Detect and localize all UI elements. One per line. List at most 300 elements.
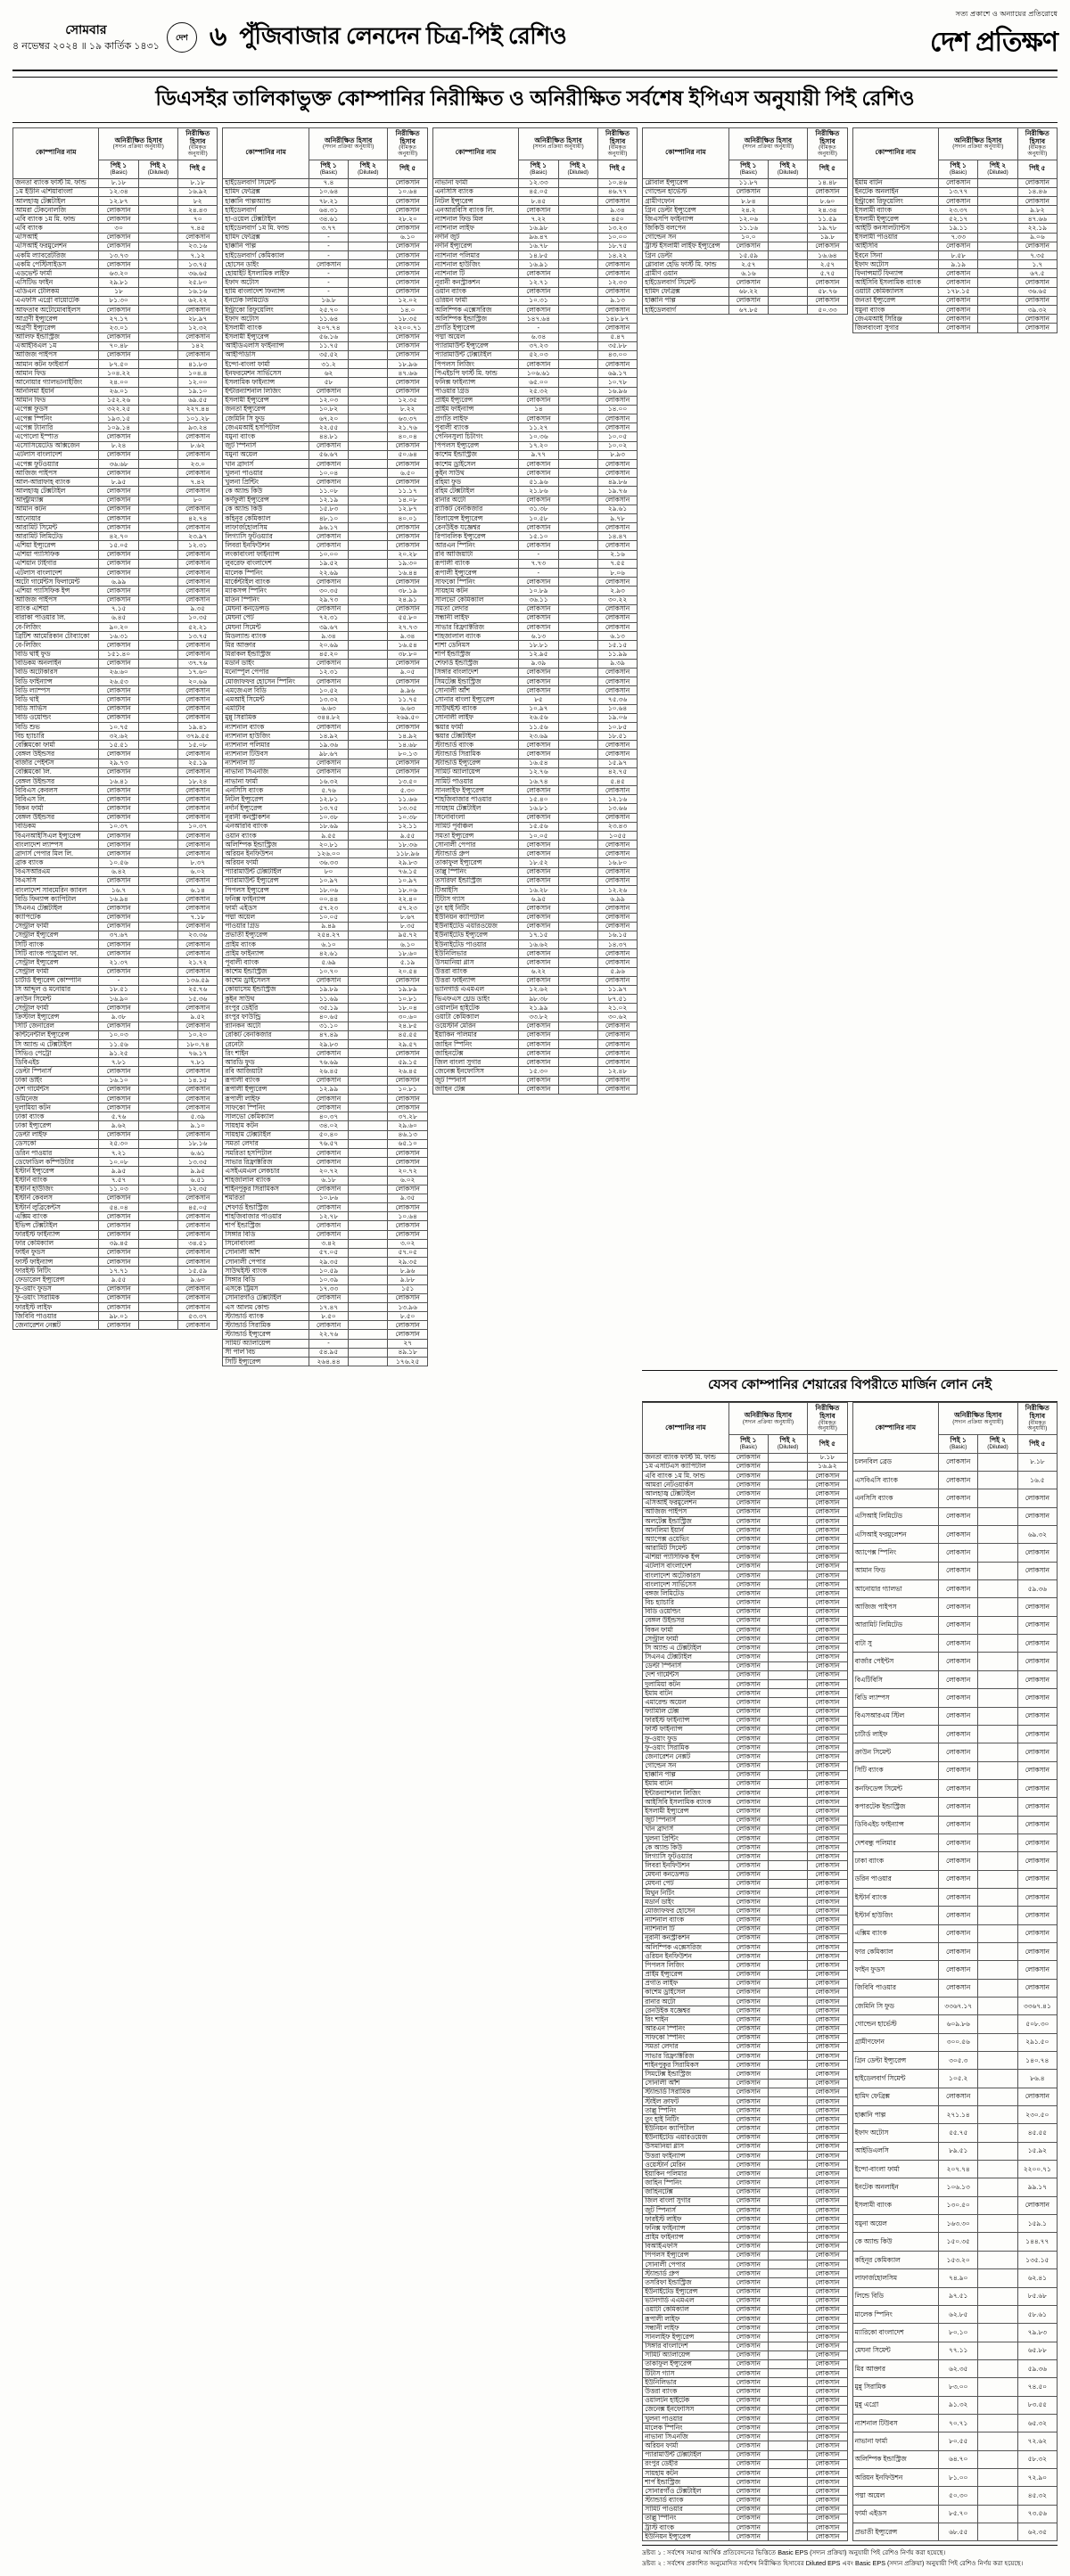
company-name-cell: ট্রাস্ট ব্যাংক [643,2523,728,2531]
pe-basic-cell: লোকসান [939,1798,978,1816]
company-name-cell: প্রাইম ফাইন্যান্স [643,2233,728,2242]
pe-audited-cell: লোকসান [597,260,637,269]
company-name-cell: বিডি ফাইন্যান্স [13,677,99,686]
pe-diluted-cell [138,849,177,858]
company-name-cell: আনলিমা ইয়ার্ন [643,1526,728,1535]
table-row [643,2269,847,2278]
table-row [13,1284,218,1293]
company-name-cell: কে অ্যান্ড কিউ [223,505,309,513]
pe-diluted-cell [978,278,1017,287]
pe-audited-cell: ৭৫.৩৬ [597,695,637,704]
pe-basic-cell: ৭০.৪৮ [99,341,138,350]
pe-audited-cell: ৯.৩৫ [388,1194,427,1202]
pe-diluted-cell [349,1139,388,1148]
company-name-cell: সামিট অ্যালায়েন্স [643,2350,728,2359]
table-row [643,2414,847,2423]
pe-basic-cell: লোকসান [309,1094,348,1103]
table-row [223,1076,427,1085]
company-name-cell: মডার্ন ডাইং [223,659,309,668]
company-name-cell: ট্রাস্ট ইসলামী লাইফ ইন্স্যুরেন্স [643,242,728,250]
masthead-left [12,15,566,61]
pe-diluted-cell [768,1462,807,1471]
table-row [432,233,637,242]
pe-audited-cell: লোকসান [1017,1761,1057,1779]
pe-basic-cell: ৭৬.৬৯ [309,1058,348,1067]
table-row [223,550,427,559]
pe-basic-cell: ৯১.৩২ [939,2396,978,2414]
table-row [223,369,427,378]
table-row [852,2161,1057,2178]
pe-diluted-cell [558,867,597,876]
pe-basic-cell: ১০.৩৬ [519,432,558,441]
table-row [13,623,218,632]
company-name-cell: শেফার্ড ইন্ডাস্ট্রিজ [432,659,518,668]
pe-audited-cell: ১৮.৬০ [388,949,427,958]
table-row [223,813,427,822]
pe-basic-cell: ২১.৯৯ [519,1004,558,1013]
pe-audited-cell: লোকসান [1017,1489,1057,1507]
pe-diluted-cell [768,2015,807,2024]
pe-diluted-cell [768,2170,807,2178]
company-name-cell: রিপাবলিক ইন্স্যুরেন্স [432,532,518,541]
company-name-cell: ফার কেমিক্যাল [13,1239,99,1248]
company-name-cell: সিটি জেনারেল [13,1021,99,1030]
pe-diluted-cell [349,776,388,785]
company-name-cell: হোসেন ডাইং [223,260,309,269]
table-row [643,2015,847,2024]
pe-audited-cell: ৭০ [178,215,218,224]
pe-diluted-cell [558,450,597,459]
pe-basic-cell: লোকসান [939,1816,978,1834]
table-row [223,1276,427,1284]
pe-audited-cell: লোকসান [808,1916,847,1924]
pe-basic-cell: লোকসান [728,2296,768,2305]
company-name-cell: প্রাইম ফাইন্যান্স [223,949,309,958]
table-row [13,886,218,895]
pe-basic-cell: লোকসান [939,1979,978,1997]
table-row [432,686,637,695]
table-row [223,578,427,587]
pe-diluted-cell [138,1248,177,1257]
pe-basic-cell: ১২৬.০০ [309,849,348,858]
pe-audited-cell: লোকসান [808,2278,847,2287]
company-name-cell: আলিফ ইন্ডাস্ট্রিজ [13,332,99,341]
pe-audited-cell: লোকসান [597,1076,637,1085]
table-row [432,242,637,250]
company-name-cell: এএফসি এগ্রো বায়োটেক [13,296,99,305]
pe-diluted-cell [768,2450,807,2459]
pe-audited-cell: লোকসান [597,750,637,759]
pe-basic-cell: ২৭১.১৪ [939,2106,978,2124]
section-title: পুঁজিবাজার লেনদেন চিত্র-পিই রেশিও [239,22,567,49]
pe-diluted-cell [558,441,597,450]
company-name-cell: রিলায়েন্স ইন্স্যুরেন্স [432,513,518,522]
pe-audited-cell: লোকসান [808,2532,847,2541]
table-row [223,1321,427,1330]
pe-diluted-cell [768,1988,807,1997]
pe-diluted-cell [138,1121,177,1130]
pe-basic-cell: ৮১.৩০ [99,296,138,305]
pe-basic-cell: ১১.২৭ [519,423,558,432]
pe-audited-cell: ৭.৫৫ [597,559,637,568]
company-name-cell: সোনালী আঁশ [432,686,518,695]
pe-basic-cell: ৬৮.২২ [728,287,768,296]
pe-basic-cell: লোকসান [728,1653,768,1661]
pe-diluted-cell [138,469,177,478]
pe-diluted-cell [768,2315,807,2324]
table-row [223,1058,427,1067]
table-row [223,776,427,785]
pe-diluted-cell [558,260,597,269]
pe-diluted-cell [138,949,177,958]
pe-audited-cell: লোকসান [1017,1942,1057,1960]
pe-basic-cell: লোকসান [939,324,978,332]
table-row [13,1258,218,1267]
pe-diluted-cell [138,1239,177,1248]
pe-diluted-cell [558,269,597,278]
pe-basic-cell: ১৮.৮১ [519,641,558,650]
pe-diluted-cell [349,1348,388,1357]
company-name-cell: জেনারেশন নেক্সট [13,1321,99,1330]
table-row [432,278,637,287]
pe-audited-cell: লোকসান [808,2061,847,2070]
table-row [13,360,218,369]
company-name-cell: সামিট পূর্বাঞ্চল [432,822,518,831]
company-name-cell: প্যারামাউন্ট ইন্স্যুরেন্স [432,341,518,350]
pe-audited-cell: ৯.৩৫ [178,604,218,613]
pe-diluted-cell [349,1239,388,1248]
company-name-cell: উত্তরা ব্যাংক [432,967,518,976]
pe-diluted-cell [768,2350,807,2359]
pe-diluted-cell [138,233,177,242]
pe-audited-cell: লোকসান [808,1689,847,1698]
company-name-cell: সিএনএ টেক্সটাইল [13,904,99,913]
pe-audited-cell: ৯.০৬ [1017,233,1057,242]
company-name-cell: ফারইস্ট ফাইন্যান্স [13,1230,99,1239]
pe-audited-cell: লোকসান [1017,1635,1057,1653]
pe-diluted-cell [768,1707,807,1716]
company-name-cell: জেমিনি সি ফুড [852,1998,938,2015]
company-name-cell: এস আলম কোল্ড [223,1302,309,1311]
table-row [852,2432,1057,2450]
pe-basic-cell: ৫৮ [309,378,348,387]
company-name-cell: সমতা লেদার [223,1139,309,1148]
pe-basic-cell: লোকসান [728,1843,768,1852]
pe-basic-cell: লোকসান [519,1049,558,1058]
pe-audited-cell: ৭৪.৫০ [1017,2378,1057,2396]
pe-diluted-cell [349,1212,388,1221]
th-unaudited-label: অনিরীক্ষিত হিসাব [954,1410,1002,1419]
table-row [13,1212,218,1221]
pe-basic-cell: লোকসান [939,1670,978,1688]
pe-audited-cell: ১২.৮৭ [388,505,427,513]
th-audited-label: নিরীক্ষিত হিসাব [815,129,840,145]
pe-table-2 [222,127,427,1366]
pe-basic-cell: লোকসান [99,1284,138,1293]
th-company-name: কোম্পানির নাম [432,128,518,179]
pe-audited-cell: ৫.৩৯ [178,1112,218,1121]
company-name-cell: উত্তরা ফাইন্যান্স [432,976,518,985]
table-row [643,2196,847,2205]
pe-diluted-cell [768,1644,807,1653]
pe-diluted-cell [558,315,597,324]
company-name-cell: রেনউইক যজ্ঞেশ্বর [432,523,518,532]
pe-diluted-cell [138,487,177,496]
table-row [13,822,218,831]
table-row [432,459,637,468]
pe-basic-cell: লোকসান [728,2487,768,2496]
pe-audited-cell: ৩৮.১৯ [388,587,427,595]
company-name-cell: আরামিট সিমেন্ট [13,523,99,532]
pe-diluted-cell [349,1094,388,1103]
company-name-cell: সাউথইস্ট ব্যাংক [223,1267,309,1276]
company-name-cell: বিডি ল্যাম্পস [852,1689,938,1707]
pe-audited-cell: ১৬.৯২ [178,187,218,196]
column-5 [852,127,1058,1366]
pe-diluted-cell [768,1498,807,1507]
pe-basic-cell: ৭৭.১১ [939,2342,978,2359]
pe-diluted-cell [768,2196,807,2205]
company-name-cell: মির আক্তার [223,641,309,650]
pe-basic-cell: লোকসান [728,187,768,196]
company-name-cell: শাহজিবাজার পাওয়ার [223,1212,309,1221]
table-row [852,1870,1057,1888]
company-name-cell: মোজাফফর হোসেন স্পিনিং [223,677,309,686]
pe-diluted-cell [349,196,388,205]
table-row [643,2369,847,2378]
pe-basic-cell: ১০.০ [728,233,768,242]
table-row [13,1267,218,1276]
margin-loan-tables [642,1402,1058,2541]
pe-basic-cell: লোকসান [728,1698,768,1707]
pe-basic-cell: লোকসান [728,1689,768,1698]
pe-basic-cell: ২০.৭২ [309,1167,348,1176]
pe-basic-cell: লোকসান [309,1321,348,1330]
pe-audited-cell: লোকসান [808,2006,847,2015]
table-row [432,632,637,641]
pe-diluted-cell [978,233,1017,242]
pe-basic-cell: ১৬.৩২ [309,776,348,785]
th-company-name: কোম্পানির নাম [852,1403,938,1454]
pe-diluted-cell [978,250,1017,259]
pe-audited-cell: লোকসান [597,741,637,750]
table-row [643,2242,847,2251]
company-name-cell: বিডিকম [13,822,99,831]
th-basic-label: পিই ১ [740,1436,757,1445]
company-name-cell: হামিদ ফেব্রিক্স [223,233,309,242]
table-row [432,206,637,215]
pe-basic-cell: ১৬.৮ [309,296,348,305]
pe-basic-cell: ৮.৪৫ [519,196,558,205]
pe-audited-cell: লোকসান [178,940,218,949]
pe-diluted-cell [349,441,388,450]
pe-basic-cell: লোকসান [939,1689,978,1707]
pe-audited-cell: ৯৩.২৪ [178,423,218,432]
pe-diluted-cell [558,360,597,369]
company-name-cell: এসইএমএল লেকচার [223,1167,309,1176]
pe-audited-cell: লোকসান [597,396,637,405]
pe-audited-cell: লোকসান [178,904,218,913]
pe-basic-cell: লোকসান [309,659,348,668]
company-name-cell: ভ্যানগার্ড এএমএল [432,985,518,994]
pe-diluted-cell [768,1472,807,1481]
th-basic [939,160,978,179]
company-name-cell: আরডি ফুড [223,1058,309,1067]
table-row [13,641,218,650]
pe-audited-cell: লোকসান [388,459,427,468]
pe-basic-cell: লোকসান [309,1293,348,1302]
table-row [13,1058,218,1067]
table-row [13,741,218,750]
table-row [852,2251,1057,2268]
table-row [13,795,218,804]
pe-basic-cell: ৮৩.০০ [939,2378,978,2396]
company-name-cell: মালেক স্পিনিং [223,568,309,577]
th-diluted-label: পিই ২ [359,161,376,170]
th-basic-label: পিই ১ [950,1436,967,1445]
company-name-cell: প্রাইম ফাইন্যান্স [432,405,518,414]
pe-basic-cell: ১৬.১০ [99,1076,138,1085]
pe-audited-cell: লোকসান [388,1321,427,1330]
table-row [852,296,1057,305]
pe-diluted-cell [349,269,388,278]
pe-diluted-cell [768,2441,807,2450]
pe-audited-cell: ৯.৫৫ [388,831,427,840]
table-row [432,804,637,813]
pe-audited-cell: ১৯.৩০ [388,559,427,568]
company-name-cell: জেএমআই সিরিঞ্জ [852,315,938,324]
company-name-cell: পিপলস ইন্স্যুরেন্স [223,886,309,895]
table-row [13,1076,218,1085]
pe-diluted-cell [349,568,388,577]
company-name-cell: ন্যাশনাল ব্যাংক [223,722,309,731]
company-name-cell: সামিট পাওয়ার [643,2505,728,2514]
company-name-cell: হাইডেলবার্গ সিমেন্ট [852,2070,938,2088]
pe-audited-cell: ২.৫৭ [808,260,847,269]
table-row [643,1879,847,1888]
th-diluted [349,160,388,179]
table-row [852,269,1057,278]
pe-basic-cell: লোকসান [99,1230,138,1239]
company-name-cell: পাওয়ার গ্রিড [223,922,309,931]
table-row [223,1139,427,1148]
pe-basic-cell: ৩৫.১৯ [309,1004,348,1013]
pe-basic-cell: লোকসান [728,1571,768,1579]
pe-basic-cell: লোকসান [728,2424,768,2432]
pe-basic-cell: ৩৯.৬৭ [309,623,348,632]
table-row [643,1807,847,1816]
company-name-cell: স্ট্যান্ডার্ড গ্রুপ [643,2269,728,2278]
pe-diluted-cell [768,2387,807,2396]
pe-audited-cell: ১৩.৭৫ [178,632,218,641]
company-name-cell: মিরাকল ইন্ডাস্ট্রিজ [223,650,309,659]
pe-diluted-cell [138,858,177,867]
pe-basic-cell: ১০.৩৯ [309,1276,348,1284]
company-name-cell: সাউথইস্ট ব্যাংক [432,704,518,713]
pe-diluted-cell [138,187,177,196]
table-row [432,269,637,278]
pe-diluted-cell [138,1067,177,1076]
pe-audited-cell: লোকসান [178,505,218,513]
pe-audited-cell: লোকসান [178,1212,218,1221]
pe-audited-cell: ১৪.০০ [597,405,637,414]
pe-audited-cell: লোকসান [388,759,427,767]
pe-basic-cell: লোকসান [99,306,138,315]
table-row [852,1725,1057,1743]
company-name-cell: খান ব্রাদার্স [643,1825,728,1834]
pe-diluted-cell [768,1716,807,1725]
pe-audited-cell: ৩০.৬০ [388,1013,427,1021]
pe-basic-cell: লোকসান [728,1544,768,1553]
pe-basic-cell: লোকসান [728,2324,768,2333]
pe-basic-cell: ৫.৬৯ [309,958,348,967]
pe-basic-cell: লোকসান [309,1185,348,1194]
pe-basic-cell: ১৫২.২৬ [99,396,138,405]
pe-basic-cell: ৫০.৩০ [939,2487,978,2505]
pe-diluted-cell [138,269,177,278]
pe-audited-cell: লোকসান [808,2242,847,2251]
company-name-cell: বঙ্গজ লিমিটেড [643,1589,728,1598]
pe-basic-cell: লোকসান [728,2096,768,2105]
company-name-cell: ডেল্টা লাইফ [13,1130,99,1139]
pe-diluted-cell [138,324,177,332]
table-row [13,949,218,958]
table-row [223,1357,427,1366]
company-name-cell: তাল্লু স্পিনিং [432,867,518,876]
pe-basic-cell: ৩৬.৬৮ [99,459,138,468]
table-row [223,1267,427,1276]
pe-diluted-cell [138,215,177,224]
pe-audited-cell: ১৭৬.২৫ [388,1357,427,1366]
table-row [432,967,637,976]
th-audited [808,128,847,160]
pe-audited-cell: লোকসান [178,804,218,813]
company-name-cell: ঢাকা ইন্স্যুরেন্স [13,1121,99,1130]
pe-diluted-cell [978,2196,1017,2214]
pe-basic-cell: ৫২.১৭ [939,215,978,224]
pe-diluted-cell [349,732,388,741]
company-name-cell: ১ম ইউনি এশিয়াবাংলা [13,187,99,196]
company-name-cell: স্ট্যান্ডার্ড ইন্স্যুরেন্স [223,1330,309,1339]
pe-audited-cell: ১৫.১৫ [597,641,637,650]
company-name-cell: আলহাজ্ব টেক্সটাইল [643,1489,728,1498]
pe-basic-cell: ৮০.১০ [939,2324,978,2342]
table-row [223,595,427,604]
company-name-cell: সোনারগাঁও টেক্সটাইল [643,2487,728,2496]
table-row [852,2324,1057,2342]
pe-audited-cell: ১৫.৫৯ [178,1267,218,1276]
table-row [13,215,218,224]
pe-diluted-cell [768,224,807,233]
company-name-cell: সায়হাম কটন [643,2468,728,2477]
pe-audited-cell: লোকসান [808,2414,847,2423]
pe-diluted-cell [768,2342,807,2350]
table-row [852,233,1057,242]
pe-diluted-cell [138,505,177,513]
pe-audited-cell: ৪০.০৪ [388,432,427,441]
pe-audited-cell: ২৬.৪৫ [388,1067,427,1076]
table-row [223,1239,427,1248]
pe-diluted-cell [768,1942,807,1951]
table-row [852,2414,1057,2432]
pe-diluted-cell [978,1670,1017,1688]
th-diluted-label: পিই ২ [150,161,167,170]
pe-diluted-cell [768,242,807,250]
company-name-cell: শার্প ইন্ডাস্ট্রিজ [432,650,518,659]
company-name-cell: এসিআই ফরমুলেশন [852,1526,938,1544]
company-name-cell: লিন্ডে বিডি [852,2287,938,2305]
pe-basic-cell: ১৬.৫৪ [519,759,558,767]
